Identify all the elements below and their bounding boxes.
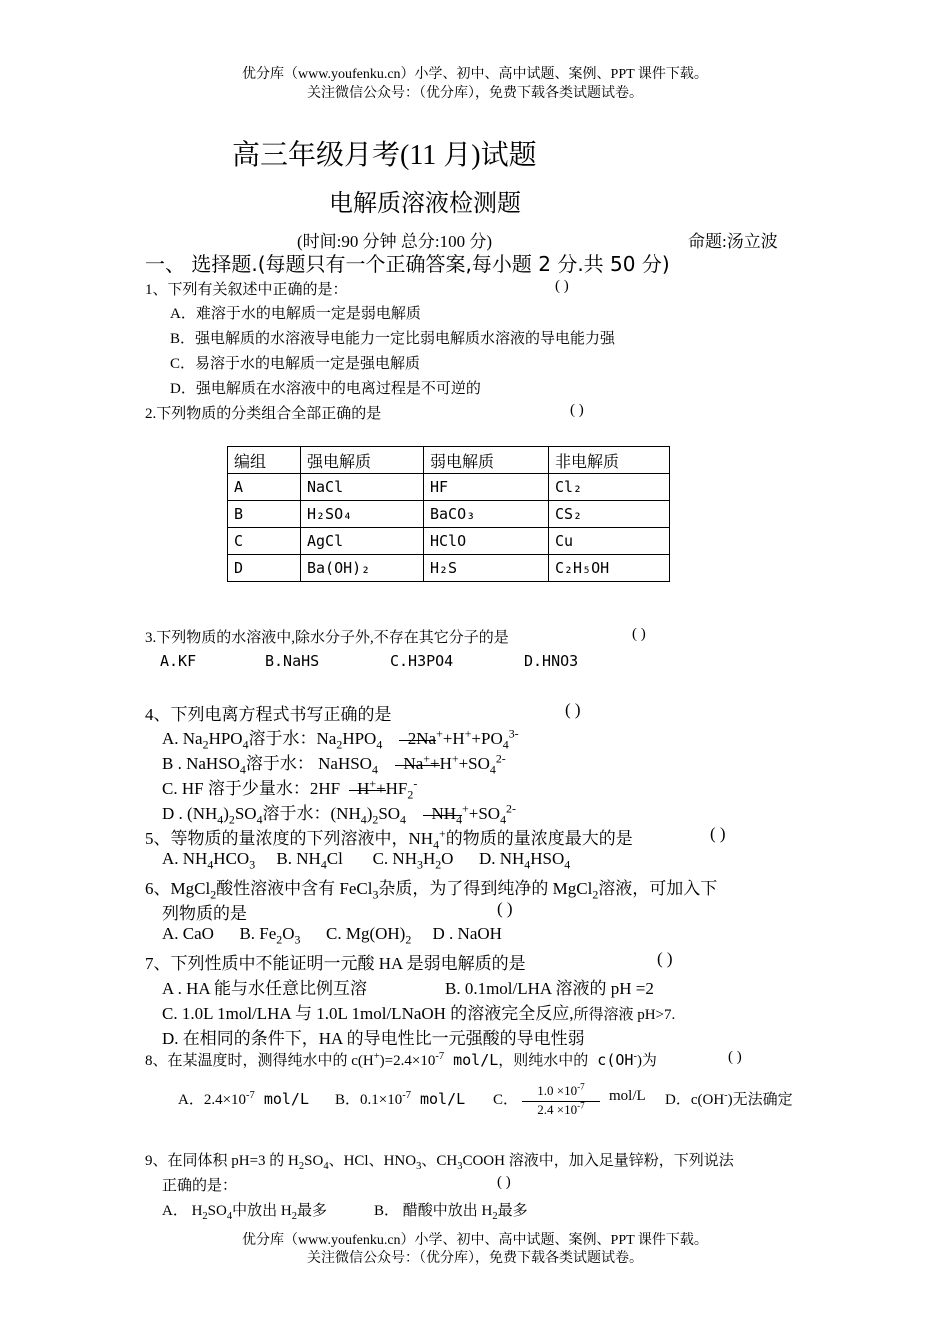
header-line-2: 关注微信公众号：（优分库），免费下载各类试题试卷。 — [307, 86, 643, 101]
table-header-cell: 弱电解质 — [424, 447, 549, 474]
q5-answer-paren: ( ) — [710, 824, 726, 843]
q8-fraction — [522, 1083, 600, 1118]
q1-stem: 1、下列有关叙述中正确的是： — [145, 282, 348, 298]
q4-option-c: C. HF 溶于少量水：2HF $H^++HF_2^-$ — [162, 776, 418, 802]
table-row — [228, 555, 670, 582]
page-title: 高三年级月考(11 月)试题 — [232, 140, 537, 171]
q6-stem: 6、MgCl$_2$酸性溶液中含有 FeCl$_3$杂质，为了得到纯净的 MgCl$_2$溶液，可加入下 — [145, 879, 718, 902]
q3-option-a: A.KF — [160, 652, 197, 670]
q2-stem: 2.下列物质的分类组合全部正确的是 — [145, 406, 382, 422]
q4-answer-paren: ( ) — [565, 700, 581, 719]
section-heading: 一、 选择题.(每题只有一个正确答案,每小题 2 分.共 50 分) — [145, 252, 670, 276]
q6-options: A. CaO B. $Fe_2O_3$ C. $Mg(OH)_2$ D . NaOH — [162, 924, 502, 947]
q6-answer-paren: ( ) — [497, 899, 513, 918]
footer-line-2: 关注微信公众号：（优分库），免费下载各类试题试卷。 — [307, 1251, 643, 1266]
q7-option-a: A . HA 能与水任意比例互溶 — [162, 979, 367, 998]
q8-option-a: A．$2.4\times 10^{-7}$ mol/L — [178, 1090, 309, 1108]
q1-option-c: C．易溶于水的电解质一定是强电解质 — [170, 356, 421, 372]
q7-option-c: C. 1.0L 1mol/LHA 与 1.0L 1mol/LNaOH 的溶液完全反应,所得溶液 pH>7. — [162, 1004, 676, 1023]
q1-answer-paren: ( ) — [555, 278, 569, 294]
table-header-cell: 强电解质 — [301, 447, 424, 474]
q1-option-a: A．难溶于水的电解质一定是弱电解质 — [170, 306, 421, 322]
q3-option-b: B.NaHS — [265, 652, 320, 670]
table-cell: NaCl — [301, 474, 424, 501]
table-cell: C₂H₅OH — [549, 555, 670, 582]
table-cell: HF — [424, 474, 549, 501]
table-cell: Ba(OH)₂ — [301, 555, 424, 582]
table-header-cell: 编组 — [228, 447, 301, 474]
table-header-row — [228, 447, 670, 474]
q3-option-d: D.HNO3 — [524, 652, 579, 670]
footer-line-1: 优分库（www.youfenku.cn）小学、初中、高中试题、案例、PPT 课件下载。 — [242, 1233, 708, 1248]
table-cell: C — [228, 528, 301, 555]
q7-option-b: B. 0.1mol/LHA 溶液的 pH =2 — [445, 979, 654, 998]
classification-table — [227, 446, 670, 582]
table-cell: H₂S — [424, 555, 549, 582]
q5-stem: 5、等物质的量浓度的下列溶液中，$NH_4^+$的物质的量浓度最大的是 — [145, 826, 633, 852]
q4-option-b: B . NaHSO$_4$溶于水： NaHSO$_4$ $Na^++H^++SO_4^{2-}$ — [162, 751, 506, 777]
q5-options: A. $NH_4HCO_3$ B. $NH_4Cl$ C. $NH_3H_2O$ D. $NH_4HSO_4$ — [162, 849, 571, 872]
q8-fraction-numerator: $1.0 \times 10^{-7}$ — [522, 1083, 600, 1102]
table-cell: AgCl — [301, 528, 424, 555]
q7-option-d: D. 在相同的条件下，HA 的导电性比一元强酸的导电性弱 — [162, 1029, 585, 1048]
q9-stem: 9、在同体积 pH=3 的 $H_2SO_4$、HCl、$HNO_3$、$CH_3COOH$ 溶液中，加入足量锌粉，下列说法 — [145, 1153, 734, 1172]
table-cell: A — [228, 474, 301, 501]
q3-option-c: C.H3PO4 — [390, 652, 454, 670]
exam-time-info: (时间:90 分钟 总分:100 分) — [297, 232, 493, 251]
q8-option-d: D．c(OH-)无法确定 — [665, 1090, 793, 1108]
q8-fraction-denominator: $2.4 \times 10^{-7}$ — [537, 1100, 585, 1117]
table-row — [228, 501, 670, 528]
table-row — [228, 528, 670, 555]
table-cell: Cu — [549, 528, 670, 555]
table-cell: H₂SO₄ — [301, 501, 424, 528]
q9-answer-paren: ( ) — [497, 1174, 511, 1190]
table-cell: HClO — [424, 528, 549, 555]
q1-option-b: B．强电解质的水溶液导电能力一定比弱电解质水溶液的导电能力强 — [170, 331, 616, 347]
table-cell: B — [228, 501, 301, 528]
q1-option-d: D．强电解质在水溶液中的电离过程是不可逆的 — [170, 381, 481, 397]
header-line-1: 优分库（www.youfenku.cn）小学、初中、高中试题、案例、PPT 课件下载。 — [242, 67, 708, 82]
q4-option-a: A. $Na_2HPO_4$溶于水：$Na_2HPO_4$ $2Na^++H^++PO_4^{3-}$ — [162, 726, 519, 752]
table-cell: BaCO₃ — [424, 501, 549, 528]
table-row — [228, 474, 670, 501]
q9-option-b: B． 醋酸中放出 $H_2$最多 — [374, 1203, 528, 1222]
q7-stem: 7、下列性质中不能证明一元酸 HA 是弱电解质的是 — [145, 954, 526, 973]
q9-option-a: A． $H_2SO_4$中放出 $H_2$最多 — [162, 1203, 327, 1222]
q2-answer-paren: ( ) — [570, 402, 584, 418]
table-cell: Cl₂ — [549, 474, 670, 501]
q6-stem-line2: 列物质的是 — [162, 904, 247, 923]
q8-option-c-label: C． — [493, 1092, 519, 1108]
q8-stem: 8、在某温度时，测得纯水中的 $c(H^+)=2.4\times 10^{-7}$ mol/L，则纯水中的 c(OH-)为 — [145, 1051, 657, 1069]
table-cell: D — [228, 555, 301, 582]
q4-stem: 4、下列电离方程式书写正确的是 — [145, 705, 392, 724]
q9-stem-line2: 正确的是： — [162, 1178, 238, 1194]
q8-option-b: B．$0.1\times 10^{-7}$ mol/L — [335, 1090, 466, 1108]
q3-answer-paren: ( ) — [632, 626, 646, 642]
q3-stem: 3.下列物质的水溶液中,除水分子外,不存在其它分子的是 — [145, 630, 509, 646]
q7-answer-paren: ( ) — [657, 949, 673, 968]
table-cell: CS₂ — [549, 501, 670, 528]
exam-author: 命题:汤立波 — [688, 232, 778, 251]
q8-answer-paren: ( ) — [728, 1049, 742, 1065]
page-subtitle: 电解质溶液检测题 — [329, 191, 521, 217]
q8-option-c-unit: mol/L — [609, 1088, 646, 1104]
table-header-cell: 非电解质 — [549, 447, 670, 474]
q4-option-d: D . $(NH_4)_2SO_4$溶于水：$(NH_4)_2SO_4$ $NH_4^++SO_4^{2-}$ — [162, 801, 516, 827]
